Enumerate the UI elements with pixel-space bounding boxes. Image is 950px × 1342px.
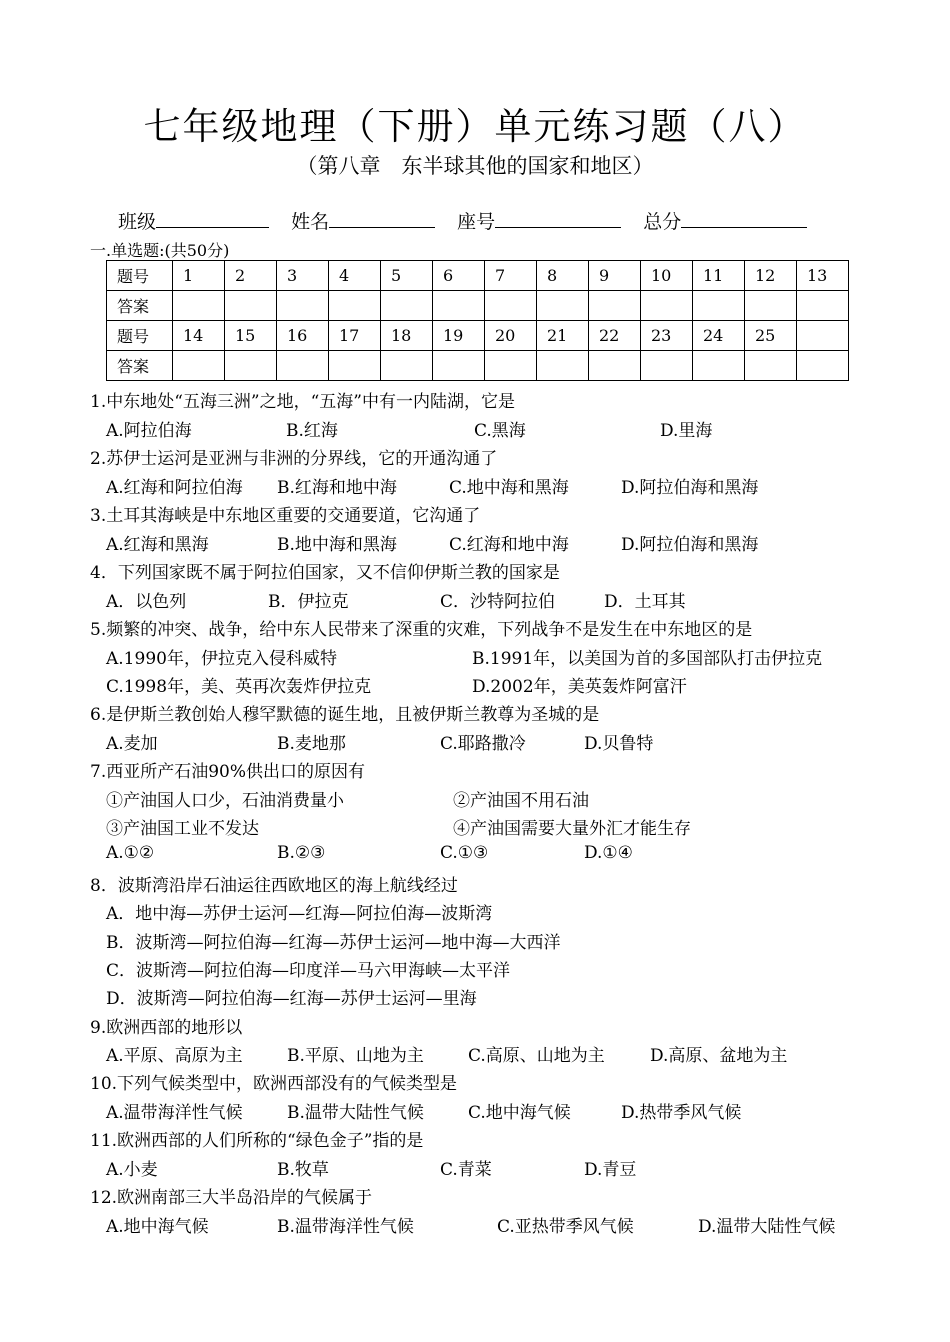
- option[interactable]: A.平原、高原为主: [106, 1046, 243, 1066]
- question-number: 11: [693, 261, 745, 291]
- statement: ④产油国需要大量外汇才能生存: [453, 819, 691, 839]
- option[interactable]: A．地中海—苏伊士运河—红海—阿拉伯海—波斯湾: [106, 904, 493, 924]
- name-label: 姓名: [291, 211, 330, 233]
- answer-cell[interactable]: [485, 351, 537, 381]
- question-stem: 8．波斯湾沿岸石油运往西欧地区的海上航线经过: [90, 876, 458, 896]
- option[interactable]: C.耶路撒冷: [440, 734, 526, 754]
- option[interactable]: B.麦地那: [277, 734, 346, 754]
- seat-label: 座号: [457, 211, 496, 233]
- option[interactable]: D.温带大陆性气候: [698, 1217, 836, 1237]
- answer-cell[interactable]: [693, 351, 745, 381]
- answer-cell[interactable]: [381, 291, 433, 321]
- option[interactable]: B．波斯湾—阿拉伯海—红海—苏伊士运河—地中海—大西洋: [106, 933, 561, 953]
- option[interactable]: D.贝鲁特: [584, 734, 654, 754]
- option[interactable]: C．沙特阿拉伯: [440, 592, 556, 612]
- question-number: 15: [225, 321, 277, 351]
- option[interactable]: B.1991年，以美国为首的多国部队打击伊拉克: [472, 649, 823, 669]
- option[interactable]: B.平原、山地为主: [287, 1046, 424, 1066]
- question-number: 10: [641, 261, 693, 291]
- option[interactable]: C．波斯湾—阿拉伯海—印度洋—马六甲海峡—太平洋: [106, 961, 511, 981]
- answer-header: 答案: [107, 351, 173, 381]
- question-number-header: 题号: [107, 261, 173, 291]
- page-subtitle: （第八章 东半球其他的国家和地区）: [296, 154, 654, 178]
- option[interactable]: C.青菜: [440, 1160, 492, 1180]
- option[interactable]: A.温带海洋性气候: [106, 1103, 243, 1123]
- answer-cell[interactable]: [641, 291, 693, 321]
- option[interactable]: B.牧草: [277, 1160, 329, 1180]
- statement: ②产油国不用石油: [453, 791, 589, 811]
- question-number: 4: [329, 261, 381, 291]
- answer-cell[interactable]: [433, 291, 485, 321]
- answer-cell[interactable]: [745, 351, 797, 381]
- question-number: 12: [745, 261, 797, 291]
- table-row: [107, 261, 849, 291]
- option[interactable]: A.地中海气候: [106, 1217, 209, 1237]
- answer-cell[interactable]: [745, 291, 797, 321]
- option[interactable]: A.1990年，伊拉克入侵科威特: [106, 649, 337, 669]
- question-number: 17: [329, 321, 381, 351]
- question-number: 22: [589, 321, 641, 351]
- total-field[interactable]: [681, 209, 807, 228]
- question-number: 2: [225, 261, 277, 291]
- table-row: [107, 351, 849, 381]
- table-row: [107, 321, 849, 351]
- question-stem: 12.欧洲南部三大半岛沿岸的气候属于: [90, 1188, 373, 1208]
- question-stem: 1.中东地处“五海三洲”之地，“五海”中有一内陆湖，它是: [90, 392, 515, 412]
- question-number: 1: [173, 261, 225, 291]
- option[interactable]: A.麦加: [106, 734, 158, 754]
- seat-field[interactable]: [495, 209, 621, 228]
- question-stem: 5.频繁的冲突、战争，给中东人民带来了深重的灾难，下列战争不是发生在中东地区的是: [90, 620, 753, 640]
- question-number: 13: [797, 261, 849, 291]
- option[interactable]: A.①②: [106, 843, 155, 863]
- answer-cell[interactable]: [277, 291, 329, 321]
- answer-cell[interactable]: [277, 351, 329, 381]
- option[interactable]: A.小麦: [106, 1160, 158, 1180]
- question-number: 14: [173, 321, 225, 351]
- answer-cell[interactable]: [433, 351, 485, 381]
- question-number: 6: [433, 261, 485, 291]
- answer-cell[interactable]: [589, 291, 641, 321]
- option[interactable]: D.阿拉伯海和黑海: [621, 535, 759, 555]
- question-number: 23: [641, 321, 693, 351]
- question-number: 21: [537, 321, 589, 351]
- option[interactable]: C.红海和地中海: [449, 535, 569, 555]
- option[interactable]: D.①④: [584, 843, 633, 863]
- class-label: 班级: [118, 211, 157, 233]
- option[interactable]: D．土耳其: [604, 592, 686, 612]
- question-stem: 4．下列国家既不属于阿拉伯国家，又不信仰伊斯兰教的国家是: [90, 563, 560, 583]
- option[interactable]: D.2002年，美英轰炸阿富汗: [472, 677, 687, 697]
- option[interactable]: A.红海和黑海: [106, 535, 209, 555]
- option[interactable]: C.高原、山地为主: [468, 1046, 605, 1066]
- answer-cell[interactable]: [225, 291, 277, 321]
- option[interactable]: B.温带大陆性气候: [287, 1103, 424, 1123]
- total-label: 总分: [643, 211, 682, 233]
- answer-table: [106, 260, 849, 381]
- answer-cell[interactable]: [485, 291, 537, 321]
- table-row: [107, 291, 849, 321]
- question-stem: 2.苏伊士运河是亚洲与非洲的分界线，它的开通沟通了: [90, 449, 498, 469]
- answer-cell[interactable]: [589, 351, 641, 381]
- answer-cell[interactable]: [641, 351, 693, 381]
- question-number: 20: [485, 321, 537, 351]
- question-number: 25: [745, 321, 797, 351]
- option[interactable]: D．波斯湾—阿拉伯海—红海—苏伊士运河—里海: [106, 989, 477, 1009]
- answer-cell[interactable]: [225, 351, 277, 381]
- option[interactable]: B.②③: [277, 843, 326, 863]
- option[interactable]: D.热带季风气候: [621, 1103, 742, 1123]
- student-info-line: [118, 207, 807, 234]
- statement: ①产油国人口少，石油消费量小: [106, 791, 344, 811]
- answer-cell[interactable]: [381, 351, 433, 381]
- option[interactable]: D.青豆: [584, 1160, 637, 1180]
- option[interactable]: C.①③: [440, 843, 489, 863]
- question-stem: 7.西亚所产石油90%供出口的原因有: [90, 762, 366, 782]
- answer-cell[interactable]: [537, 291, 589, 321]
- class-field[interactable]: [156, 209, 269, 228]
- question-stem: 10.下列气候类型中，欧洲西部没有的气候类型是: [90, 1074, 458, 1094]
- option[interactable]: B.温带海洋性气候: [277, 1217, 414, 1237]
- answer-cell[interactable]: [173, 351, 225, 381]
- answer-cell[interactable]: [329, 291, 381, 321]
- answer-cell[interactable]: [693, 291, 745, 321]
- name-field[interactable]: [329, 209, 435, 228]
- option[interactable]: C.1998年，美、英再次轰炸伊拉克: [106, 677, 372, 697]
- section-heading: 一.单选题:(共50分): [90, 241, 230, 260]
- answer-cell[interactable]: [329, 351, 381, 381]
- question-number: 18: [381, 321, 433, 351]
- question-number: 16: [277, 321, 329, 351]
- question-number: 9: [589, 261, 641, 291]
- question-number: 8: [537, 261, 589, 291]
- option[interactable]: C.地中海和黑海: [449, 478, 569, 498]
- option[interactable]: B.地中海和黑海: [277, 535, 397, 555]
- option[interactable]: C.地中海气候: [468, 1103, 571, 1123]
- option[interactable]: C.亚热带季风气候: [497, 1217, 634, 1237]
- option[interactable]: D.阿拉伯海和黑海: [621, 478, 759, 498]
- answer-cell[interactable]: [173, 291, 225, 321]
- question-number: 7: [485, 261, 537, 291]
- option[interactable]: A.红海和阿拉伯海: [106, 478, 243, 498]
- option[interactable]: A．以色列: [106, 592, 187, 612]
- answer-cell[interactable]: [797, 291, 849, 321]
- question-number-header: 题号: [107, 321, 173, 351]
- page-title: 七年级地理（下册）单元练习题（八）: [143, 105, 807, 148]
- statement: ③产油国工业不发达: [106, 819, 259, 839]
- question-number: 24: [693, 321, 745, 351]
- question-stem: 9.欧洲西部的地形以: [90, 1018, 243, 1038]
- question-number: 3: [277, 261, 329, 291]
- option[interactable]: B.红海: [286, 421, 338, 441]
- question-stem: 11.欧洲西部的人们所称的“绿色金子”指的是: [90, 1131, 424, 1151]
- answer-header: 答案: [107, 291, 173, 321]
- option[interactable]: C.黑海: [474, 421, 526, 441]
- question-number: [797, 321, 849, 351]
- option[interactable]: D.里海: [660, 421, 713, 441]
- option[interactable]: B.红海和地中海: [277, 478, 397, 498]
- question-number: 5: [381, 261, 433, 291]
- answer-cell[interactable]: [797, 351, 849, 381]
- option[interactable]: A.阿拉伯海: [106, 421, 192, 441]
- option[interactable]: B．伊拉克: [268, 592, 349, 612]
- question-stem: 6.是伊斯兰教创始人穆罕默德的诞生地，且被伊斯兰教尊为圣城的是: [90, 705, 600, 725]
- answer-cell[interactable]: [537, 351, 589, 381]
- question-stem: 3.土耳其海峡是中东地区重要的交通要道，它沟通了: [90, 506, 481, 526]
- option[interactable]: D.高原、盆地为主: [650, 1046, 788, 1066]
- question-number: 19: [433, 321, 485, 351]
